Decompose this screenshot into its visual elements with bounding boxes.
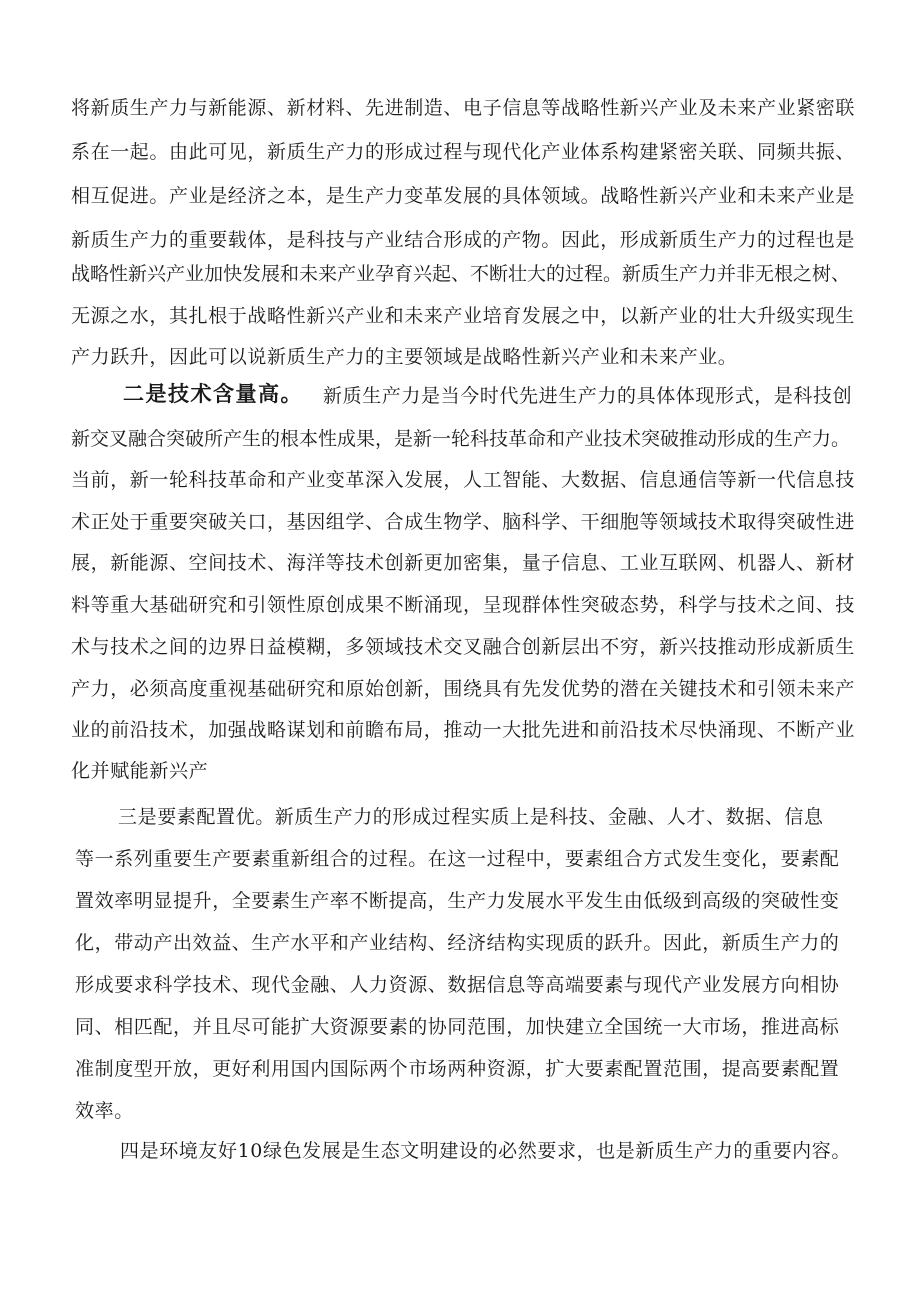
p3-line-5: 形成要求科学技术、现代金融、人力资源、数据信息等高端要素与现代产业发展方向相协 (75, 974, 840, 996)
p1-line-5: 战略性新兴产业加快发展和未来产业孕育兴起、不断壮大的过程。新质生产力并非无根之树、 (71, 263, 851, 285)
p3-line-4: 化，带动产出效益、生产水平和产业结构、经济结构实现质的跃升。因此，新质生产力的 (75, 932, 840, 954)
p2-line-3: 当前，新一轮科技革命和产业变革深入发展，人工智能、大数据、信息通信等新一代信息技 (71, 469, 856, 491)
p2-line-6: 料等重大基础研究和引领性原创成果不断涌现，呈现群体性突破态势，科学与技术之间、技 (71, 594, 856, 616)
p1-line-3: 相互促进。产业是经济之本，是生产力变革发展的具体领域。战略性新兴产业和未来产业是 (71, 185, 856, 207)
p2-line-8: 产力，必须高度重视基础研究和原始创新，围绕具有先发优势的潜在关键技术和引领未来产 (71, 678, 856, 700)
p2-line-4: 术正处于重要突破关口，基因组学、合成生物学、脑科学、干细胞等领域技术取得突破性进 (71, 511, 856, 533)
p3-line-8: 效率。 (75, 1100, 134, 1122)
p4-line-1: 四是环境友好10绿色发展是生态文明建设的必然要求，也是新质生产力的重要内容。 (120, 1140, 851, 1162)
p2-line-5: 展，新能源、空间技术、海洋等技术创新更加密集，量子信息、工业互联网、机器人、新材 (71, 552, 856, 574)
p3-line-7: 准制度型开放，更好利用国内国际两个市场两种资源，扩大要素配置范围，提高要素配置 (75, 1058, 840, 1080)
section-heading-tech: 二是技术含量高。 (123, 381, 303, 406)
p2-line-7: 术与技术之间的边界日益模糊，多领域技术交叉融合创新层出不穷，新兴技推动形成新质生 (71, 636, 856, 658)
p3-line-6: 同、相匹配，并且尽可能扩大资源要素的协同范围，加快建立全国统一大市场，推进高标 (75, 1016, 840, 1038)
p3-line-1: 三是要素配置优。新质生产力的形成过程实质上是科技、金融、人才、数据、信息 (118, 806, 824, 828)
p2-line-2: 新交叉融合突破所产生的根本性成果，是新一轮科技革命和产业技术突破推动形成的生产力。 (71, 428, 851, 450)
p3-line-2: 等一系列重要生产要素重新组合的过程。在这一过程中，要素组合方式发生变化，要素配 (75, 848, 840, 870)
p3-line-3: 置效率明显提升，全要素生产率不断提高，生产力发展水平发生由低级到高级的突破性变 (75, 890, 840, 912)
p2-line-9: 业的前沿技术，加强战略谋划和前瞻布局，推动一大批先进和前沿技术尽快涌现、不断产业 (71, 719, 856, 741)
p2-line-1: 新质生产力是当今时代先进生产力的具体体现形式，是科技创 (323, 385, 853, 407)
p2-line-10: 化并赋能新兴产 (71, 760, 209, 782)
p1-line-4: 新质生产力的重要载体，是科技与产业结合形成的产物。因此，形成新质生产力的过程也是 (71, 229, 856, 251)
p1-line-2: 系在一起。由此可见，新质生产力的形成过程与现代化产业体系构建紧密关联、同频共振、 (71, 141, 856, 163)
p1-line-7: 产力跃升，因此可以说新质生产力的主要领域是战略性新兴产业和未来产业。 (71, 346, 738, 368)
p1-line-6: 无源之水，其扎根于战略性新兴产业和未来产业培育发展之中，以新产业的壮大升级实现生 (71, 305, 856, 327)
p1-line-1: 将新质生产力与新能源、新材料、先进制造、电子信息等战略性新兴产业及未来产业紧密联 (71, 97, 856, 119)
